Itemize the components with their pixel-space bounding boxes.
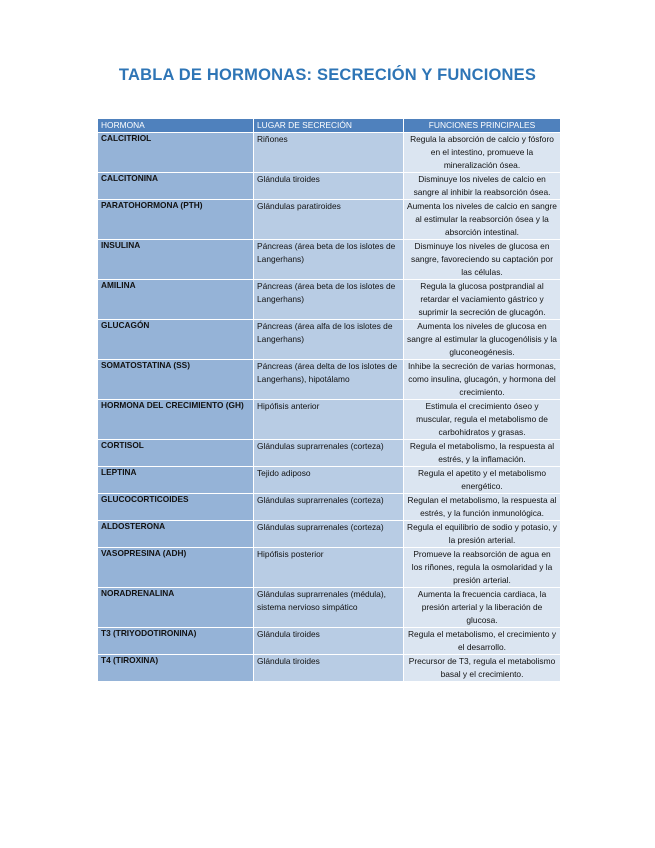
hormone-function: Aumenta los niveles de calcio en sangre al estimular la reabsorción ósea y la absorción intestinal. [404, 200, 561, 240]
hormone-name: T4 (TIROXINA) [98, 655, 254, 682]
secretion-place: Páncreas (área alfa de los islotes de Langerhans) [254, 320, 404, 360]
hormone-function: Disminuye los niveles de calcio en sangre al inhibir la reabsorción ósea. [404, 173, 561, 200]
table-row [98, 320, 561, 360]
table-row [98, 400, 561, 440]
hormone-function: Regula la glucosa postprandial al retardar el vaciamiento gástrico y suprimir la secreción de glucagón. [404, 280, 561, 320]
table-row [98, 360, 561, 400]
secretion-place: Páncreas (área beta de los islotes de Langerhans) [254, 240, 404, 280]
table-header [98, 119, 561, 133]
hormone-name: ALDOSTERONA [98, 521, 254, 548]
secretion-place: Glándula tiroides [254, 173, 404, 200]
hormone-name: HORMONA DEL CRECIMIENTO (GH) [98, 400, 254, 440]
hormone-function: Regula la absorción de calcio y fósforo en el intestino, promueve la mineralización ósea. [404, 133, 561, 173]
hormone-function: Promueve la reabsorción de agua en los riñones, regula la osmolaridad y la presión arterial. [404, 548, 561, 588]
secretion-place: Glándula tiroides [254, 655, 404, 682]
table-row [98, 521, 561, 548]
hormone-name: T3 (TRIYODOTIRONINA) [98, 628, 254, 655]
table-row [98, 548, 561, 588]
page-title: TABLA DE HORMONAS: SECRECIÓN Y FUNCIONES [118, 66, 537, 84]
hormone-name: CORTISOL [98, 440, 254, 467]
secretion-place: Glándulas suprarrenales (corteza) [254, 440, 404, 467]
hormone-name: LEPTINA [98, 467, 254, 494]
secretion-place: Páncreas (área delta de los islotes de Langerhans), hipotálamo [254, 360, 404, 400]
secretion-place: Glándula tiroides [254, 628, 404, 655]
secretion-place: Glándulas paratiroides [254, 200, 404, 240]
hormone-function: Inhibe la secreción de varias hormonas, como insulina, glucagón, y hormona del crecimiento. [404, 360, 561, 400]
table-row [98, 133, 561, 173]
hormone-name: CALCITONINA [98, 173, 254, 200]
header-lugar-secrecion: LUGAR DE SECRECIÓN [254, 119, 404, 133]
secretion-place: Glándulas suprarrenales (médula), sistema nervioso simpático [254, 588, 404, 628]
table-row [98, 628, 561, 655]
secretion-place: Glándulas suprarrenales (corteza) [254, 494, 404, 521]
table-row [98, 173, 561, 200]
hormone-name: GLUCOCORTICOIDES [98, 494, 254, 521]
secretion-place: Glándulas suprarrenales (corteza) [254, 521, 404, 548]
table-row [98, 655, 561, 682]
table-row [98, 240, 561, 280]
secretion-place: Hipófisis posterior [254, 548, 404, 588]
hormone-function: Regula el metabolismo, la respuesta al estrés, y la inflamación. [404, 440, 561, 467]
hormone-function: Disminuye los niveles de glucosa en sangre, favoreciendo su captación por las células. [404, 240, 561, 280]
hormone-function: Aumenta la frecuencia cardiaca, la presión arterial y la liberación de glucosa. [404, 588, 561, 628]
hormone-name: INSULINA [98, 240, 254, 280]
table-row [98, 494, 561, 521]
hormone-function: Regula el metabolismo, el crecimiento y el desarrollo. [404, 628, 561, 655]
header-row [98, 119, 561, 133]
hormone-function: Precursor de T3, regula el metabolismo basal y el crecimiento. [404, 655, 561, 682]
hormone-function: Aumenta los niveles de glucosa en sangre al estimular la glucogenólisis y la gluconeogénesis. [404, 320, 561, 360]
hormone-function: Regula el apetito y el metabolismo energético. [404, 467, 561, 494]
header-hormona: HORMONA [98, 119, 254, 133]
hormone-name: VASOPRESINA (ADH) [98, 548, 254, 588]
hormone-name: PARATOHORMONA (PTH) [98, 200, 254, 240]
secretion-place: Tejido adiposo [254, 467, 404, 494]
hormone-function: Estimula el crecimiento óseo y muscular, regula el metabolismo de carbohidratos y grasas. [404, 400, 561, 440]
table-row [98, 280, 561, 320]
hormone-name: GLUCAGÓN [98, 320, 254, 360]
hormone-name: CALCITRIOL [98, 133, 254, 173]
header-funciones: FUNCIONES PRINCIPALES [404, 119, 561, 133]
table-row [98, 588, 561, 628]
secretion-place: Páncreas (área beta de los islotes de Langerhans) [254, 280, 404, 320]
table-row [98, 440, 561, 467]
hormone-table [97, 118, 561, 682]
hormone-name: AMILINA [98, 280, 254, 320]
hormone-function: Regulan el metabolismo, la respuesta al estrés, y la función inmunológica. [404, 494, 561, 521]
hormone-name: SOMATOSTATINA (SS) [98, 360, 254, 400]
secretion-place: Hipófisis anterior [254, 400, 404, 440]
hormone-function: Regula el equilibrio de sodio y potasio, y la presión arterial. [404, 521, 561, 548]
table-row [98, 200, 561, 240]
secretion-place: Riñones [254, 133, 404, 173]
table-row [98, 467, 561, 494]
hormone-name: NORADRENALINA [98, 588, 254, 628]
